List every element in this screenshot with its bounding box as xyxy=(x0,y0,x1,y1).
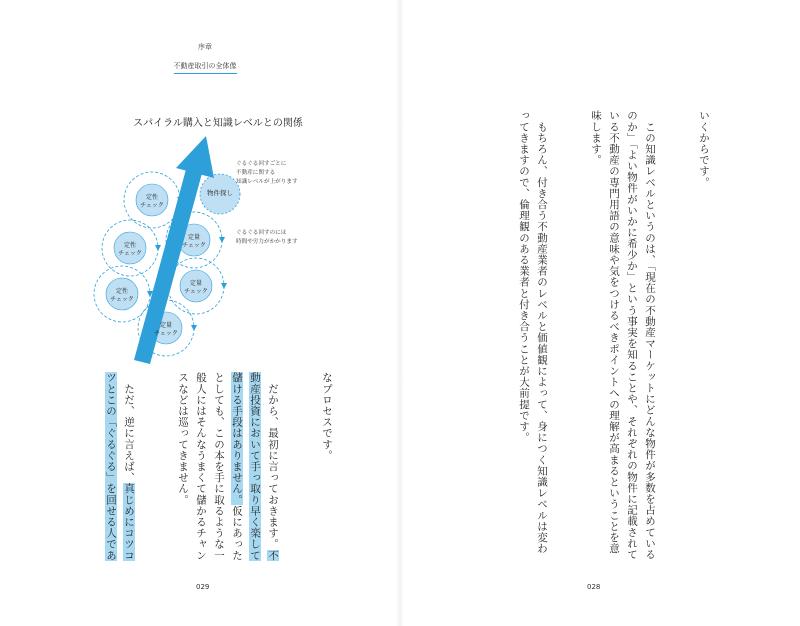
text-run: ただ、逆に言えば、 xyxy=(123,383,135,484)
loop-label-top: 定性 xyxy=(145,194,159,201)
loop-arrowhead xyxy=(219,237,225,243)
loop-label-top: 定量 xyxy=(187,234,201,241)
text-run: 仮にあったとしても、この本を手に取るような一般人にはそんなうまくて儲かるチャンスなどは巡ってきません。 xyxy=(177,372,243,561)
loop-arrowhead xyxy=(191,325,197,331)
left-page-text xyxy=(100,372,372,562)
paragraph xyxy=(100,372,138,562)
text-run: もちろん、付き合う不動産業者のレベルと価値観によって、身につく知識レベルは変わってきますので、倫理観のある業者と付き合うことが大前提です。 xyxy=(518,110,548,555)
figure-note-knowledge: ぐるぐる回すごとに 不動産に関する 知識レベルが上がります xyxy=(236,161,298,185)
text-run: だから、最初に言っておきます。 xyxy=(267,383,279,550)
text-run: この知識レベルというのは、「現在の不動産マーケットにどんな物件が多数を占めているのか」「よい物件がいかに希少か」という事実を知ることや、それぞれの物件に記載されている不動産の専門用語の意味や気をつけるべきポイントへの理解が高まるということを意味します。 xyxy=(590,110,656,560)
loop-arrowhead xyxy=(155,245,161,251)
highlighted-text: 真じめにコツコツとこの「ぐるぐる」を回せる人であ xyxy=(100,372,135,561)
loop-label-bottom: チェック xyxy=(140,202,164,209)
loop-label-bottom: チェック xyxy=(184,288,208,295)
paragraph xyxy=(174,372,282,562)
loop-label-top: 定性 xyxy=(115,288,129,295)
text-run: なプロセスです。 xyxy=(321,372,333,461)
loop-label-bottom: チェック xyxy=(110,296,134,303)
arrow-label: 物件探し xyxy=(207,189,233,197)
loop-arrowhead xyxy=(221,283,227,289)
paragraph xyxy=(318,372,336,562)
text-run: いくからです。 xyxy=(698,110,710,188)
page-number-left: 029 xyxy=(196,583,210,591)
page-number-right: 028 xyxy=(587,583,601,591)
loop-label-bottom: チェック xyxy=(182,242,206,249)
loop-label-bottom: チェック xyxy=(154,330,178,337)
figure-title: スパイラル購入と知識レベルとの関係 xyxy=(133,118,303,129)
paragraph xyxy=(515,110,551,560)
paragraph xyxy=(587,110,659,560)
chapter-label: 序章 xyxy=(198,43,212,51)
loop-label-bottom: チェック xyxy=(118,250,142,257)
loop-label-top: 定量 xyxy=(159,322,173,329)
loop-label-top: 定量 xyxy=(189,280,203,287)
paragraph xyxy=(695,110,713,560)
chapter-header xyxy=(150,42,260,74)
highlighted-text: 不動産投資において手っ取り早く楽して儲ける手段はありません。 xyxy=(231,372,279,561)
right-page-text xyxy=(487,110,749,560)
figure-note-cost: ぐるぐる回すのには 時間や労力がかかります xyxy=(236,230,298,245)
chapter-title: 不動産取引の全体像 xyxy=(174,61,237,74)
loop-label-top: 定性 xyxy=(123,242,137,249)
